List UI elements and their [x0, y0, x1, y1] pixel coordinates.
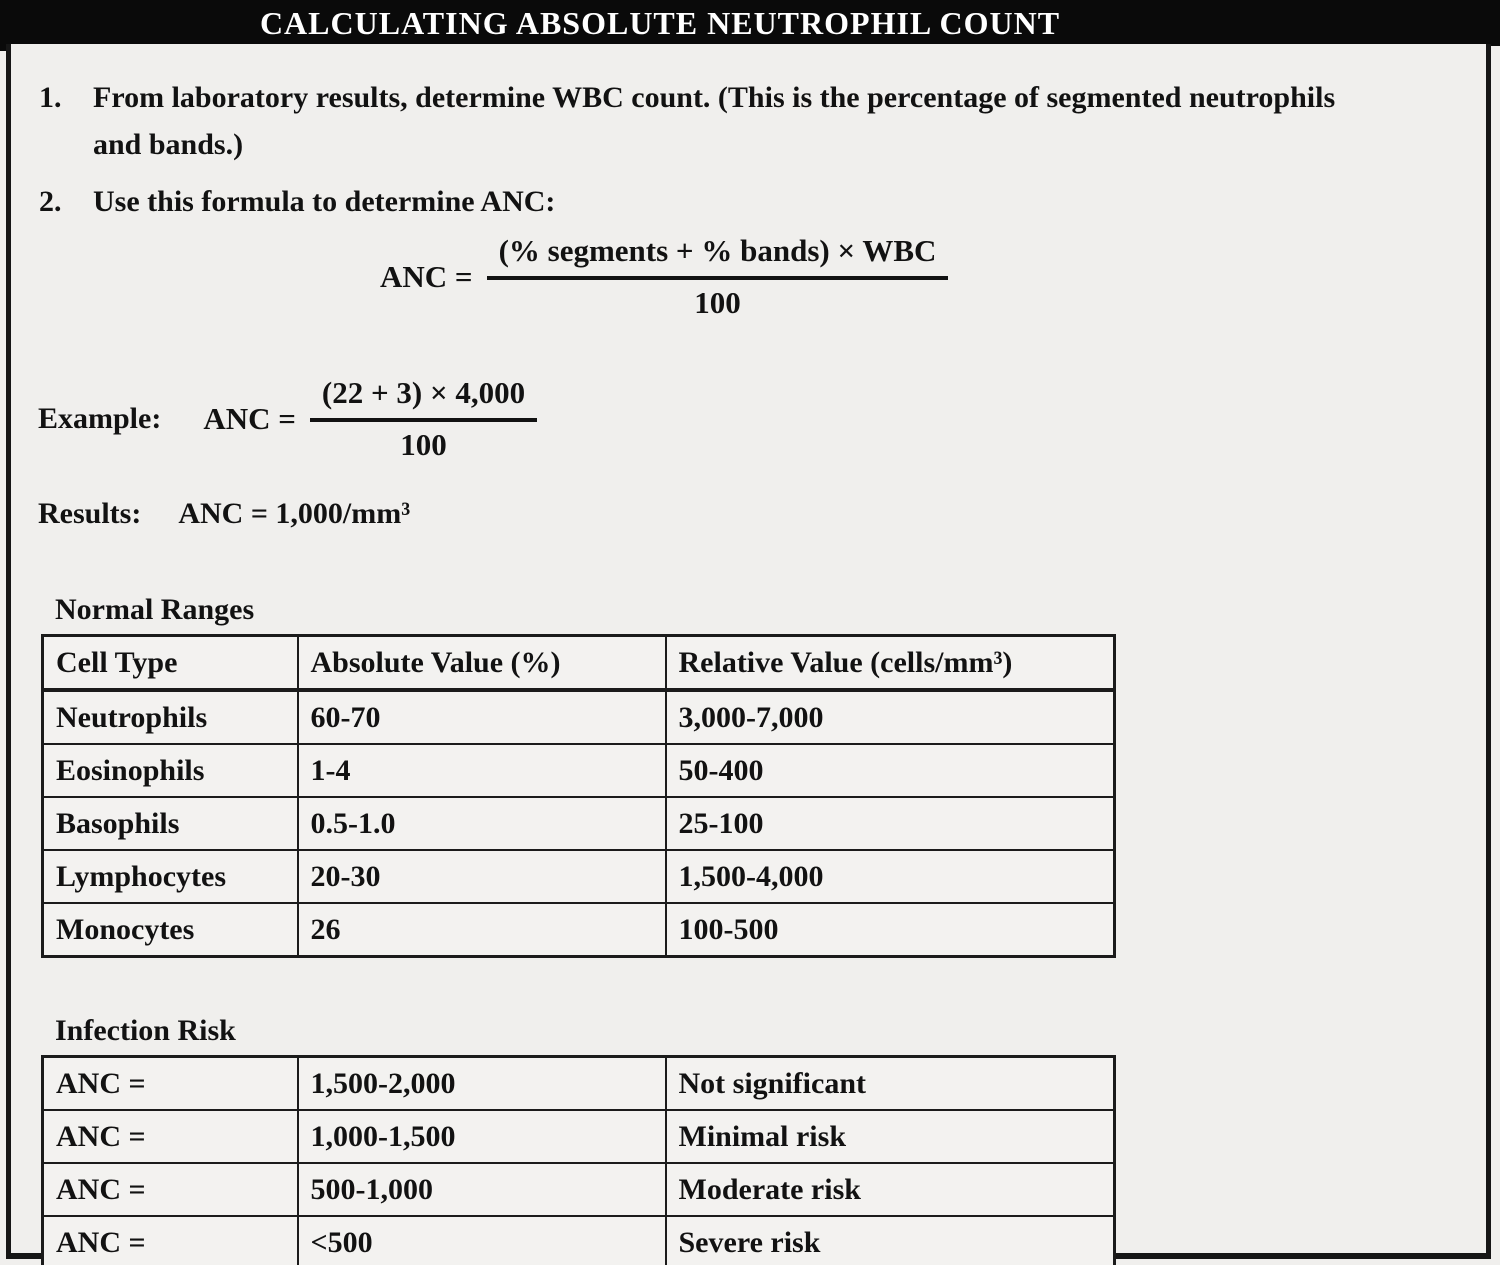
table-cell: 0.5-1.0 — [298, 797, 666, 850]
table-cell: 60-70 — [298, 690, 666, 744]
normal-ranges-heading: Normal Ranges — [55, 593, 255, 626]
table-row — [43, 690, 1115, 744]
page-title: CALCULATING ABSOLUTE NEUTROPHIL COUNT — [259, 4, 1061, 41]
example-row — [38, 375, 1468, 463]
table-cell: Lymphocytes — [43, 850, 298, 903]
table-cell: ANC = — [43, 1110, 298, 1163]
step-1 — [39, 74, 1468, 168]
table-cell: Minimal risk — [666, 1110, 1115, 1163]
table-row — [43, 1057, 1115, 1111]
formula-lhs: ANC = — [380, 259, 473, 294]
table-cell: Monocytes — [43, 903, 298, 957]
example-numerator: (22 + 3) × 4,000 — [321, 375, 526, 410]
table-cell: Neutrophils — [43, 690, 298, 744]
table-cell: Moderate risk — [666, 1163, 1115, 1216]
example-denominator: 100 — [310, 418, 537, 463]
table-cell: 500-1,000 — [298, 1163, 666, 1216]
column-header: Relative Value (cells/mm³) — [666, 636, 1115, 691]
step-text — [93, 178, 555, 225]
content-frame — [6, 44, 1491, 1259]
table-cell: Eosinophils — [43, 744, 298, 797]
column-header: Cell Type — [43, 636, 298, 691]
step-number: 1. — [39, 81, 62, 114]
results-value: ANC = 1,000/mm³ — [178, 497, 411, 530]
table-cell: ANC = — [43, 1163, 298, 1216]
table-row — [43, 850, 1115, 903]
formula-fraction — [487, 233, 949, 321]
table-cell: 1,000-1,500 — [298, 1110, 666, 1163]
table-cell: Severe risk — [666, 1216, 1115, 1265]
example-fraction — [310, 375, 537, 463]
table-cell: ANC = — [43, 1057, 298, 1111]
infection-risk-table — [41, 1055, 1116, 1265]
table-header-row — [43, 636, 1115, 691]
table-row — [43, 903, 1115, 957]
column-header: Absolute Value (%) — [298, 636, 666, 691]
table-cell: <500 — [298, 1216, 666, 1265]
table-cell: 50-400 — [666, 744, 1115, 797]
table-cell: Basophils — [43, 797, 298, 850]
example-label: Example: — [38, 402, 162, 435]
step-text — [93, 74, 1335, 168]
step-number: 2. — [39, 185, 62, 218]
table-cell: 100-500 — [666, 903, 1115, 957]
table-cell: ANC = — [43, 1216, 298, 1265]
table-cell: 1-4 — [298, 744, 666, 797]
results-row — [38, 497, 1468, 531]
table-cell: 1,500-2,000 — [298, 1057, 666, 1111]
table-row — [43, 1110, 1115, 1163]
table-cell: 3,000-7,000 — [666, 690, 1115, 744]
table-cell: 1,500-4,000 — [666, 850, 1115, 903]
table-row — [43, 744, 1115, 797]
table-row — [43, 1163, 1115, 1216]
formula-denominator: 100 — [487, 276, 949, 321]
results-label: Results: — [38, 497, 142, 530]
table-cell: 26 — [298, 903, 666, 957]
formula-numerator: (% segments + % bands) × WBC — [498, 233, 937, 268]
example-lhs: ANC = — [203, 401, 296, 436]
example-equation — [203, 375, 537, 463]
table-row — [43, 1216, 1115, 1265]
table-cell: Not significant — [666, 1057, 1115, 1111]
step-text-line: and bands.) — [93, 128, 244, 161]
table-cell: 20-30 — [298, 850, 666, 903]
step-text-line: Use this formula to determine ANC: — [93, 185, 556, 218]
anc-formula — [380, 233, 1468, 321]
title-banner — [0, 0, 1500, 46]
step-text-line: From laboratory results, determine WBC count. (This is the percentage of segmented neutrophils — [93, 81, 1336, 114]
table-cell: 25-100 — [666, 797, 1115, 850]
table-row — [43, 797, 1115, 850]
step-2 — [39, 178, 1468, 225]
infection-risk-heading: Infection Risk — [55, 1014, 236, 1047]
normal-ranges-table — [41, 634, 1116, 958]
